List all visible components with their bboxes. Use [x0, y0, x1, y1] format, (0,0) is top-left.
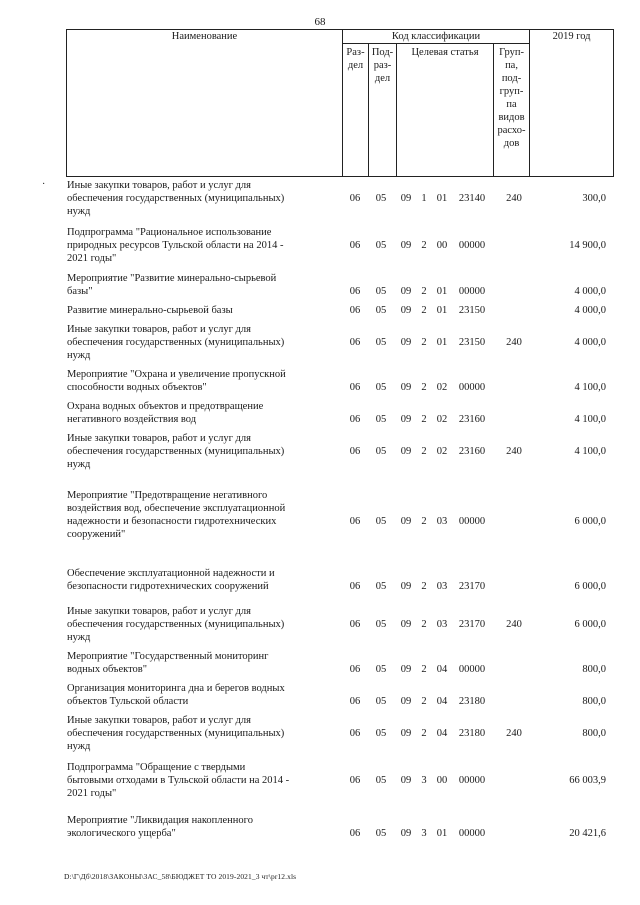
cell-target-program: 09	[400, 581, 412, 592]
table-row	[0, 431, 640, 475]
cell-target-direction: 23180	[458, 696, 486, 707]
cell-amount: 6 000,0	[574, 581, 606, 592]
cell-amount: 300,0	[582, 193, 606, 204]
cell-name: Охрана водных объектов и предотвращение негативного воздействия вод	[67, 401, 264, 425]
cell-target-program: 09	[400, 696, 412, 707]
header-year: 2019 год	[530, 30, 614, 177]
cell-expense-type: 240	[506, 193, 522, 204]
cell-target-program: 09	[400, 382, 412, 393]
table-row	[0, 322, 640, 367]
cell-razdel: 06	[349, 775, 361, 786]
cell-target-subprogram: 2	[421, 619, 427, 630]
cell-target-program: 09	[400, 775, 412, 786]
budget-table-body	[0, 178, 640, 851]
cell-podrazdel: 05	[375, 581, 387, 592]
table-row	[0, 178, 640, 223]
table-row	[0, 559, 640, 604]
cell-name: Мероприятие "Ликвидация накопленного экологического ущерба"	[67, 815, 253, 839]
cell-target-program: 09	[400, 619, 412, 630]
cell-name: Мероприятие "Охрана и увеличение пропускной способности водных объектов"	[67, 369, 286, 393]
cell-target-subprogram: 2	[421, 382, 427, 393]
cell-podrazdel: 05	[375, 286, 387, 297]
cell-target-program: 09	[400, 305, 412, 316]
cell-name: Мероприятие "Государственный мониторинг водных объектов"	[67, 651, 269, 675]
cell-amount: 4 100,0	[574, 382, 606, 393]
cell-razdel: 06	[349, 305, 361, 316]
cell-target-event: 01	[436, 828, 448, 839]
cell-expense-type: 240	[506, 619, 522, 630]
cell-target-program: 09	[400, 446, 412, 457]
cell-target-program: 09	[400, 337, 412, 348]
cell-razdel: 06	[349, 446, 361, 457]
cell-razdel: 06	[349, 728, 361, 739]
cell-target-program: 09	[400, 516, 412, 527]
cell-podrazdel: 05	[375, 382, 387, 393]
cell-expense-type: 240	[506, 337, 522, 348]
cell-target-subprogram: 2	[421, 664, 427, 675]
cell-amount: 800,0	[582, 664, 606, 675]
cell-target-event: 01	[436, 286, 448, 297]
cell-name: Организация мониторинга дна и берегов водных объектов Тульской области	[67, 683, 285, 707]
cell-target-subprogram: 2	[421, 305, 427, 316]
cell-amount: 800,0	[582, 728, 606, 739]
cell-razdel: 06	[349, 286, 361, 297]
cell-target-event: 03	[436, 619, 448, 630]
cell-razdel: 06	[349, 240, 361, 251]
cell-target-direction: 23160	[458, 414, 486, 425]
cell-razdel: 06	[349, 193, 361, 204]
cell-amount: 800,0	[582, 696, 606, 707]
header-group: Груп- па, под- груп- па видов расхо- дов	[494, 44, 530, 177]
cell-target-program: 09	[400, 664, 412, 675]
cell-target-event: 00	[436, 240, 448, 251]
header-target: Целевая статья	[397, 44, 494, 177]
cell-podrazdel: 05	[375, 305, 387, 316]
cell-target-event: 03	[436, 581, 448, 592]
cell-amount: 4 000,0	[574, 286, 606, 297]
cell-target-program: 09	[400, 286, 412, 297]
cell-name: Иные закупки товаров, работ и услуг для обеспечения государственных (муниципальных) нужд	[67, 433, 285, 470]
cell-name: Иные закупки товаров, работ и услуг для обеспечения государственных (муниципальных) нужд	[67, 606, 285, 643]
cell-amount: 20 421,6	[569, 828, 606, 839]
cell-amount: 4 000,0	[574, 305, 606, 316]
cell-podrazdel: 05	[375, 516, 387, 527]
cell-target-subprogram: 2	[421, 446, 427, 457]
cell-razdel: 06	[349, 382, 361, 393]
cell-target-direction: 00000	[458, 286, 486, 297]
cell-target-subprogram: 2	[421, 581, 427, 592]
cell-target-event: 02	[436, 414, 448, 425]
cell-podrazdel: 05	[375, 828, 387, 839]
cell-expense-type: 240	[506, 446, 522, 457]
cell-name: Иные закупки товаров, работ и услуг для обеспечения государственных (муниципальных) нужд	[67, 715, 285, 752]
cell-target-program: 09	[400, 728, 412, 739]
cell-target-subprogram: 2	[421, 696, 427, 707]
cell-podrazdel: 05	[375, 775, 387, 786]
cell-target-subprogram: 2	[421, 414, 427, 425]
cell-target-subprogram: 2	[421, 516, 427, 527]
cell-name: Мероприятие "Развитие минерально-сырьевой базы"	[67, 273, 277, 297]
cell-target-program: 09	[400, 240, 412, 251]
cell-podrazdel: 05	[375, 337, 387, 348]
cell-target-direction: 23150	[458, 337, 486, 348]
cell-target-event: 02	[436, 382, 448, 393]
cell-amount: 4 100,0	[574, 414, 606, 425]
cell-target-program: 09	[400, 414, 412, 425]
cell-target-event: 04	[436, 664, 448, 675]
cell-target-subprogram: 3	[421, 775, 427, 786]
cell-amount: 66 003,9	[569, 775, 606, 786]
cell-amount: 4 100,0	[574, 446, 606, 457]
table-row	[0, 475, 640, 559]
cell-target-event: 00	[436, 775, 448, 786]
cell-target-direction: 23170	[458, 581, 486, 592]
table-row	[0, 806, 640, 851]
cell-podrazdel: 05	[375, 414, 387, 425]
cell-target-event: 03	[436, 516, 448, 527]
cell-amount: 14 900,0	[569, 240, 606, 251]
table-row	[0, 649, 640, 681]
table-row	[0, 399, 640, 431]
file-path: D:\Г\Дб\2018\ЗАКОНЫ\ЗАС_58\БЮДЖЕТ ТО 2019-2021_3 чт\pr12.xls	[64, 872, 297, 881]
table-row	[0, 367, 640, 399]
cell-razdel: 06	[349, 581, 361, 592]
cell-target-direction: 00000	[458, 382, 486, 393]
cell-target-direction: 00000	[458, 516, 486, 527]
cell-target-subprogram: 2	[421, 728, 427, 739]
table-row	[0, 758, 640, 806]
cell-razdel: 06	[349, 696, 361, 707]
cell-target-direction: 23140	[458, 193, 486, 204]
cell-podrazdel: 05	[375, 619, 387, 630]
cell-target-direction: 00000	[458, 664, 486, 675]
cell-target-subprogram: 3	[421, 828, 427, 839]
cell-name: Мероприятие "Предотвращение негативного воздействия вод, обеспечение эксплуатационной надежности и безопасности гидротехнических сооружений"	[67, 490, 286, 540]
cell-target-event: 02	[436, 446, 448, 457]
cell-name: Иные закупки товаров, работ и услуг для обеспечения государственных (муниципальных) нужд	[67, 180, 285, 217]
cell-target-subprogram: 1	[421, 193, 427, 204]
cell-podrazdel: 05	[375, 446, 387, 457]
cell-podrazdel: 05	[375, 696, 387, 707]
cell-target-program: 09	[400, 193, 412, 204]
header-razdel: Раз- дел	[343, 44, 369, 177]
header-name: Наименование	[67, 30, 343, 177]
cell-target-subprogram: 2	[421, 337, 427, 348]
cell-razdel: 06	[349, 337, 361, 348]
margin-mark: ·	[42, 179, 46, 190]
cell-podrazdel: 05	[375, 728, 387, 739]
cell-expense-type: 240	[506, 728, 522, 739]
cell-target-event: 04	[436, 696, 448, 707]
cell-podrazdel: 05	[375, 193, 387, 204]
budget-table-header	[66, 29, 614, 177]
cell-target-direction: 00000	[458, 828, 486, 839]
cell-podrazdel: 05	[375, 664, 387, 675]
table-row	[0, 223, 640, 271]
table-row	[0, 303, 640, 322]
cell-podrazdel: 05	[375, 240, 387, 251]
cell-name: Обеспечение эксплуатационной надежности и безопасности гидротехнических сооружений	[67, 568, 275, 592]
cell-target-direction: 23180	[458, 728, 486, 739]
cell-razdel: 06	[349, 619, 361, 630]
cell-target-direction: 23150	[458, 305, 486, 316]
cell-target-program: 09	[400, 828, 412, 839]
header-classification: Код классификации	[343, 30, 530, 44]
cell-razdel: 06	[349, 414, 361, 425]
cell-target-subprogram: 2	[421, 286, 427, 297]
cell-name: Развитие минерально-сырьевой базы	[67, 305, 233, 316]
table-row	[0, 681, 640, 713]
cell-target-event: 01	[436, 337, 448, 348]
cell-target-direction: 00000	[458, 775, 486, 786]
cell-razdel: 06	[349, 828, 361, 839]
cell-target-event: 04	[436, 728, 448, 739]
table-row	[0, 604, 640, 649]
cell-name: Подпрограмма "Рациональное использование природных ресурсов Тульской области на 2014 - 2021 годы"	[67, 227, 284, 264]
cell-target-direction: 00000	[458, 240, 486, 251]
cell-target-subprogram: 2	[421, 240, 427, 251]
cell-target-event: 01	[436, 305, 448, 316]
cell-name: Подпрограмма "Обращение с твердыми бытовыми отходами в Тульской области на 2014 - 2021 годы"	[67, 762, 290, 799]
table-row	[0, 713, 640, 758]
cell-razdel: 06	[349, 664, 361, 675]
header-podrazdel: Под- раз- дел	[369, 44, 397, 177]
cell-amount: 4 000,0	[574, 337, 606, 348]
table-row	[0, 271, 640, 303]
page-number: 68	[314, 16, 326, 28]
cell-name: Иные закупки товаров, работ и услуг для обеспечения государственных (муниципальных) нужд	[67, 324, 285, 361]
cell-target-direction: 23160	[458, 446, 486, 457]
cell-target-direction: 23170	[458, 619, 486, 630]
cell-amount: 6 000,0	[574, 619, 606, 630]
cell-razdel: 06	[349, 516, 361, 527]
cell-target-event: 01	[436, 193, 448, 204]
cell-amount: 6 000,0	[574, 516, 606, 527]
